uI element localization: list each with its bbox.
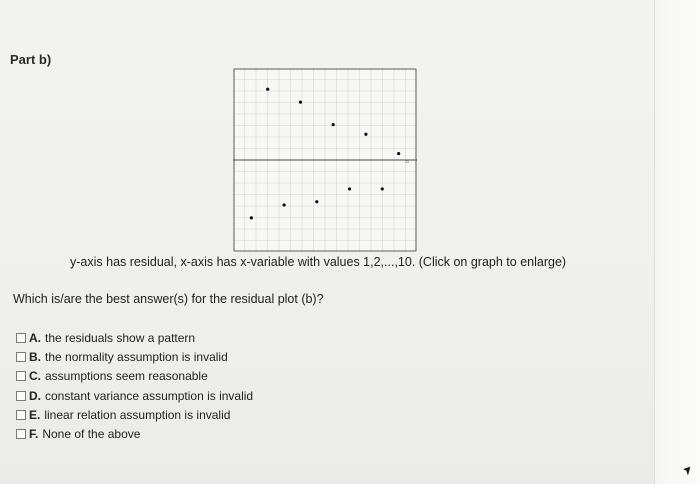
- data-point: [381, 187, 384, 190]
- data-point: [282, 203, 285, 206]
- right-margin: [654, 0, 700, 484]
- part-title: Part b): [10, 52, 52, 67]
- answer-options: [16, 328, 253, 444]
- option-label: the residuals show a pattern: [45, 330, 196, 345]
- data-point: [315, 200, 318, 203]
- x-max-tick-label: 11: [405, 159, 410, 164]
- checkbox[interactable]: [16, 410, 26, 420]
- option-e[interactable]: [16, 405, 253, 424]
- option-letter: A.: [29, 330, 41, 345]
- checkbox[interactable]: [16, 352, 26, 362]
- question-text: Which is/are the best answer(s) for the residual plot (b)?: [13, 292, 324, 306]
- mouse-pointer-icon: [680, 465, 692, 479]
- checkbox[interactable]: [16, 429, 26, 439]
- graph-caption: y-axis has residual, x-axis has x-variable with values 1,2,...,10. (Click on graph to enlarge): [70, 255, 567, 269]
- option-letter: B.: [29, 349, 41, 364]
- checkbox[interactable]: [16, 333, 26, 343]
- option-b[interactable]: [16, 347, 253, 366]
- data-point: [299, 101, 302, 104]
- data-point: [397, 152, 400, 155]
- option-a[interactable]: [16, 328, 253, 347]
- checkbox[interactable]: [16, 371, 26, 381]
- option-f[interactable]: [16, 424, 253, 443]
- option-letter: E.: [29, 407, 41, 422]
- data-point: [332, 123, 335, 126]
- data-point: [266, 88, 269, 91]
- data-point: [348, 187, 351, 190]
- option-letter: F.: [29, 427, 39, 442]
- option-label: linear relation assumption is invalid: [44, 407, 231, 422]
- data-point: [364, 133, 367, 136]
- option-label: assumptions seem reasonable: [45, 369, 208, 384]
- option-letter: C.: [29, 369, 41, 384]
- option-label: the normality assumption is invalid: [45, 349, 228, 364]
- checkbox[interactable]: [16, 391, 26, 401]
- option-label: constant variance assumption is invalid: [45, 388, 254, 403]
- option-letter: D.: [29, 388, 41, 403]
- option-d[interactable]: [16, 386, 253, 405]
- data-point: [250, 216, 253, 219]
- residual-plot[interactable]: [233, 68, 417, 252]
- option-c[interactable]: [16, 367, 253, 386]
- option-label: None of the above: [42, 427, 141, 442]
